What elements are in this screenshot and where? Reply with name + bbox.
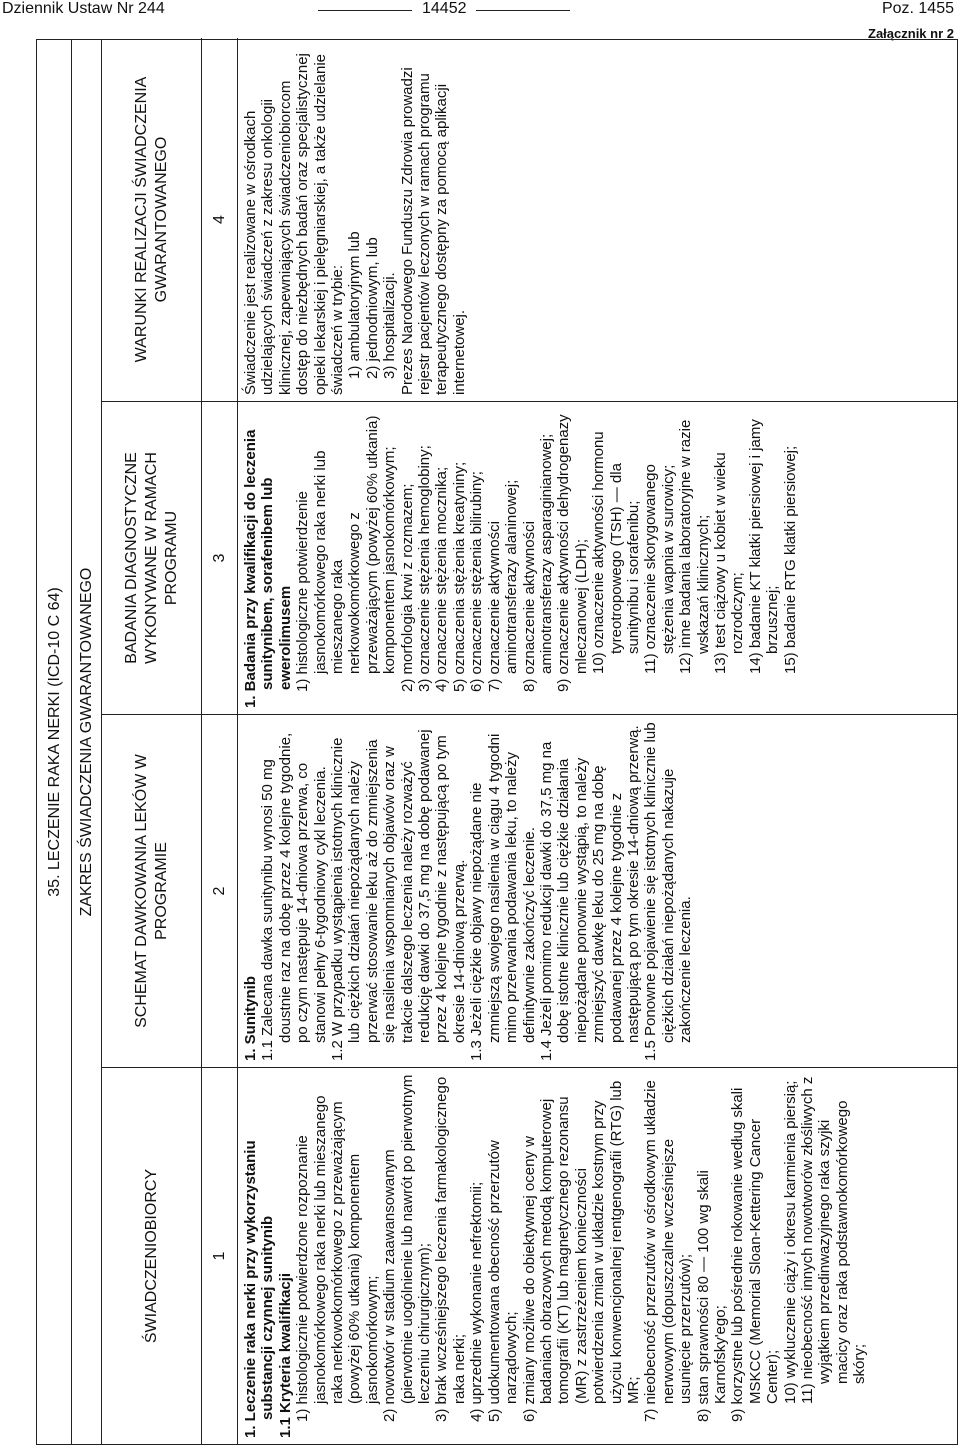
- column-number: 3: [202, 402, 238, 714]
- rotated-table-container: [36, 39, 958, 1445]
- list-item: 1. Leczenie raka nerki przy wykorzystaniu substancji czynnej sunitynib: [242, 1140, 277, 1438]
- list-item: 10) wykluczenie ciąży i okresu karmienia piersią;: [781, 1080, 799, 1404]
- list-item: 14) badanie KT klatki piersiowej i jamy brzusznej;: [746, 419, 782, 674]
- table-subtitle: ZAKRES ŚWIADCZENIA GWARANTOWANEGO: [72, 40, 102, 1444]
- column-diagnostics: [102, 402, 957, 715]
- list-item: 7) oznaczenie aktywności aminotransferazy alaninowej;: [485, 479, 521, 692]
- list-item: 8) stan sprawności 80 — 100 wg skali Karnofsky'ego;: [694, 1170, 729, 1422]
- list-item: 1.3 Jeżeli ciężkie objawy niepożądane nie zmniejszą swojego nasilenia w ciągu 4 tygodni mimo przerwania podawania leku, to należy definitywnie zakończyć leczenie.: [468, 733, 538, 1061]
- list-item: 10) oznaczenie aktywności hormonu tyreotropowego (TSH) — dla sunitynibu i sorafenibu;: [590, 431, 642, 674]
- list-item: 7) nieobecność przerzutów w ośrodkowym układzie nerwowym (dopuszczalne wcześniejsze usunięcie przerzutów);: [642, 1080, 695, 1422]
- list-item: 5) udokumentowana obecność przerzutów narządowych;: [485, 1140, 521, 1422]
- list-item: 6) zmiany możliwe do obiektywnej oceny w badaniach obrazowych metodą komputerowej tomografii (KT) lub magnetycznego rezonansu (MR) z zastrzeżeniem konieczności potwierdzenia zmian w układzie kostnym przy użyciu konwencjonalnej rentgenografii (RTG) lub MR;: [520, 1080, 642, 1422]
- table-title: 35. LECZENIE RAKA NERKI (ICD-10 C 64): [37, 40, 72, 1444]
- list-item: Świadczenie jest realizowane w ośrodkach udzielających świadczeń z zakresu onkologii klinicznej, zapewniających świadczeniobiorcom dostęp do niezbędnych badań oraz specjalistycznej opieki lekarskiej i pielęgniarskiej, a także udzielanie świadczeń w trybie:: [242, 53, 347, 395]
- column-header: BADANIA DIAGNOSTYCZNE WYKONYWANE W RAMACH PROGRAMU: [102, 402, 202, 714]
- column-body: [238, 402, 803, 714]
- list-item: 11) nieobecność innych nowotworów złośliwych z wyjątkiem przedinwazyjnego raka szyjki macicy oraz raka podstawnokomórkowego skóry;: [799, 1076, 869, 1404]
- list-item: 1.2 W przypadku wystąpienia istotnych klinicznie lub ciężkich działań niepożądanych należy przerwać stosowanie leku aż do zmniejszenia się nasilenia wspomnianych objawów oraz w trakcie dalszego leczenia należy rozważyć redukcję dawki do 37,5 mg na dobę podawanej przez 4 kolejne tygodnie z następującą po tym okresie 14-dniową przerwą.: [329, 729, 468, 1061]
- column-number: 4: [202, 38, 238, 401]
- column-number: 2: [202, 715, 238, 1067]
- list-item: 1.4 Jeżeli pomimo redukcji dawki do 37,5 mg na dobę istotne klinicznie lub ciężkie działania niepożądane ponownie wystąpią, to należy zmniejszyć dawkę leku do 25 mg na dobę podawanej przez 4 kolejne tygodnie z następującą po tym okresie 14-dniową przerwą.: [537, 725, 642, 1061]
- column-beneficiaries: [102, 1068, 957, 1444]
- journal-title: Dziennik Ustaw Nr 244: [2, 0, 165, 17]
- column-body: [238, 1068, 873, 1444]
- column-header: ŚWIADCZENIOBIORCY: [102, 1068, 202, 1444]
- program-table: [36, 39, 958, 1445]
- list-item: 1.1 Zalecana dawka sunitynibu wynosi 50 mg doustnie raz na dobę przez 4 kolejne tygodnie, po czym następuje 14-dniowa przerwa, co stanowi pełny 6-tygodniowy cykl leczenia.: [259, 732, 329, 1061]
- column-number: 1: [202, 1068, 238, 1444]
- list-item: 6) oznaczenie stężenia bilirubiny;: [468, 471, 486, 692]
- page-header: [0, 0, 960, 22]
- list-item: 1.5 Ponowne pojawienie się istotnych klinicznie lub ciężkich działań niepożądanych nakazuje zakończenie leczenia.: [642, 722, 695, 1061]
- column-header: SCHEMAT DAWKOWANIA LEKÓW W PROGRAMIE: [102, 715, 202, 1067]
- header-rule-left: [318, 10, 412, 11]
- list-item: 11) oznaczenie skorygowanego stężenia wapnia w surowicy;: [642, 464, 677, 674]
- page-number: 14452: [422, 0, 467, 17]
- list-item: 5) oznaczenia stężenia kreatyniny;: [450, 461, 468, 692]
- list-item: 9) oznaczenie aktywności dehydrogenazy mleczanowej (LDH);: [555, 414, 590, 692]
- list-item: 1) histologiczne potwierdzenie jasnokomórkowego raka nerki lub mieszanego raka nerkowokomórkowego z przeważającym (powyżej 60% utkania) komponentem jasnokomórkowym;: [294, 415, 399, 692]
- list-item: 15) badanie RTG klatki piersiowej;: [781, 445, 799, 674]
- column-dosage-scheme: [102, 715, 957, 1068]
- list-item: 1) ambulatoryjnym lub: [346, 231, 364, 379]
- list-item: 1. Badania przy kwalifikacji do leczenia sunitynibem, sorafenibem lub ewerolimusem: [242, 429, 294, 708]
- list-item: 1.1 Kryteria kwalifikacji: [276, 1272, 294, 1438]
- list-item: 1) histologicznie potwierdzone rozpoznanie jasnokomórkowego raka nerki lub mieszanego raka nerkowokomórkowego z przeważającym (powyżej 60% utkania) komponentem jasnokomórkowym;: [294, 1095, 381, 1422]
- list-item: 2) morfologia krwi z rozmazem;: [398, 483, 416, 692]
- list-item: 2) jednodniowym, lub: [363, 237, 381, 379]
- column-header: WARUNKI REALIZACJI ŚWIADCZENIA GWARANTOWANEGO: [102, 38, 202, 401]
- list-item: 13) test ciążowy u kobiet w wieku rozrodczym;: [711, 452, 747, 674]
- list-item: 2) nowotwór w stadium zaawansowanym (pierwotnie uogólnienie lub nawrót po pierwotnym leczeniu chirurgicznym);: [381, 1074, 434, 1422]
- column-conditions: [102, 38, 957, 402]
- list-item: 4) uprzednie wykonanie nefrektomii;: [468, 1181, 486, 1422]
- list-item: 3) brak wcześniejszego leczenia farmakologicznego raka nerki;: [433, 1076, 468, 1422]
- annex-label: Załącznik nr 2: [868, 26, 954, 41]
- position-number: Poz. 1455: [881, 0, 954, 17]
- header-rule-right: [476, 10, 570, 11]
- column-body: [238, 715, 699, 1067]
- list-item: 8) oznaczenie aktywności aminotransferazy asparaginianowej;: [520, 433, 555, 692]
- column-body: [238, 38, 472, 401]
- list-item: Prezes Narodowego Funduszu Zdrowia prowadzi rejestr pacjentów leczonych w ramach programu terapeutycznego dostępny za pomocą aplikacji internetowej.: [398, 67, 468, 395]
- list-item: 9) korzystne lub pośrednie rokowanie według skali MSKCC (Memorial Sloan-Kettering Cancer Center);: [729, 1087, 782, 1422]
- list-item: 4) oznaczenie stężenia mocznika;: [433, 466, 451, 692]
- list-item: 12) inne badania laboratoryjne w razie wskazań klinicznych;: [677, 419, 712, 674]
- list-item: 3) oznaczenie stężenia hemoglobiny;: [416, 445, 434, 692]
- list-item: 1. Sunitynib: [242, 975, 259, 1061]
- list-item: 3) hospitalizacji.: [381, 272, 399, 379]
